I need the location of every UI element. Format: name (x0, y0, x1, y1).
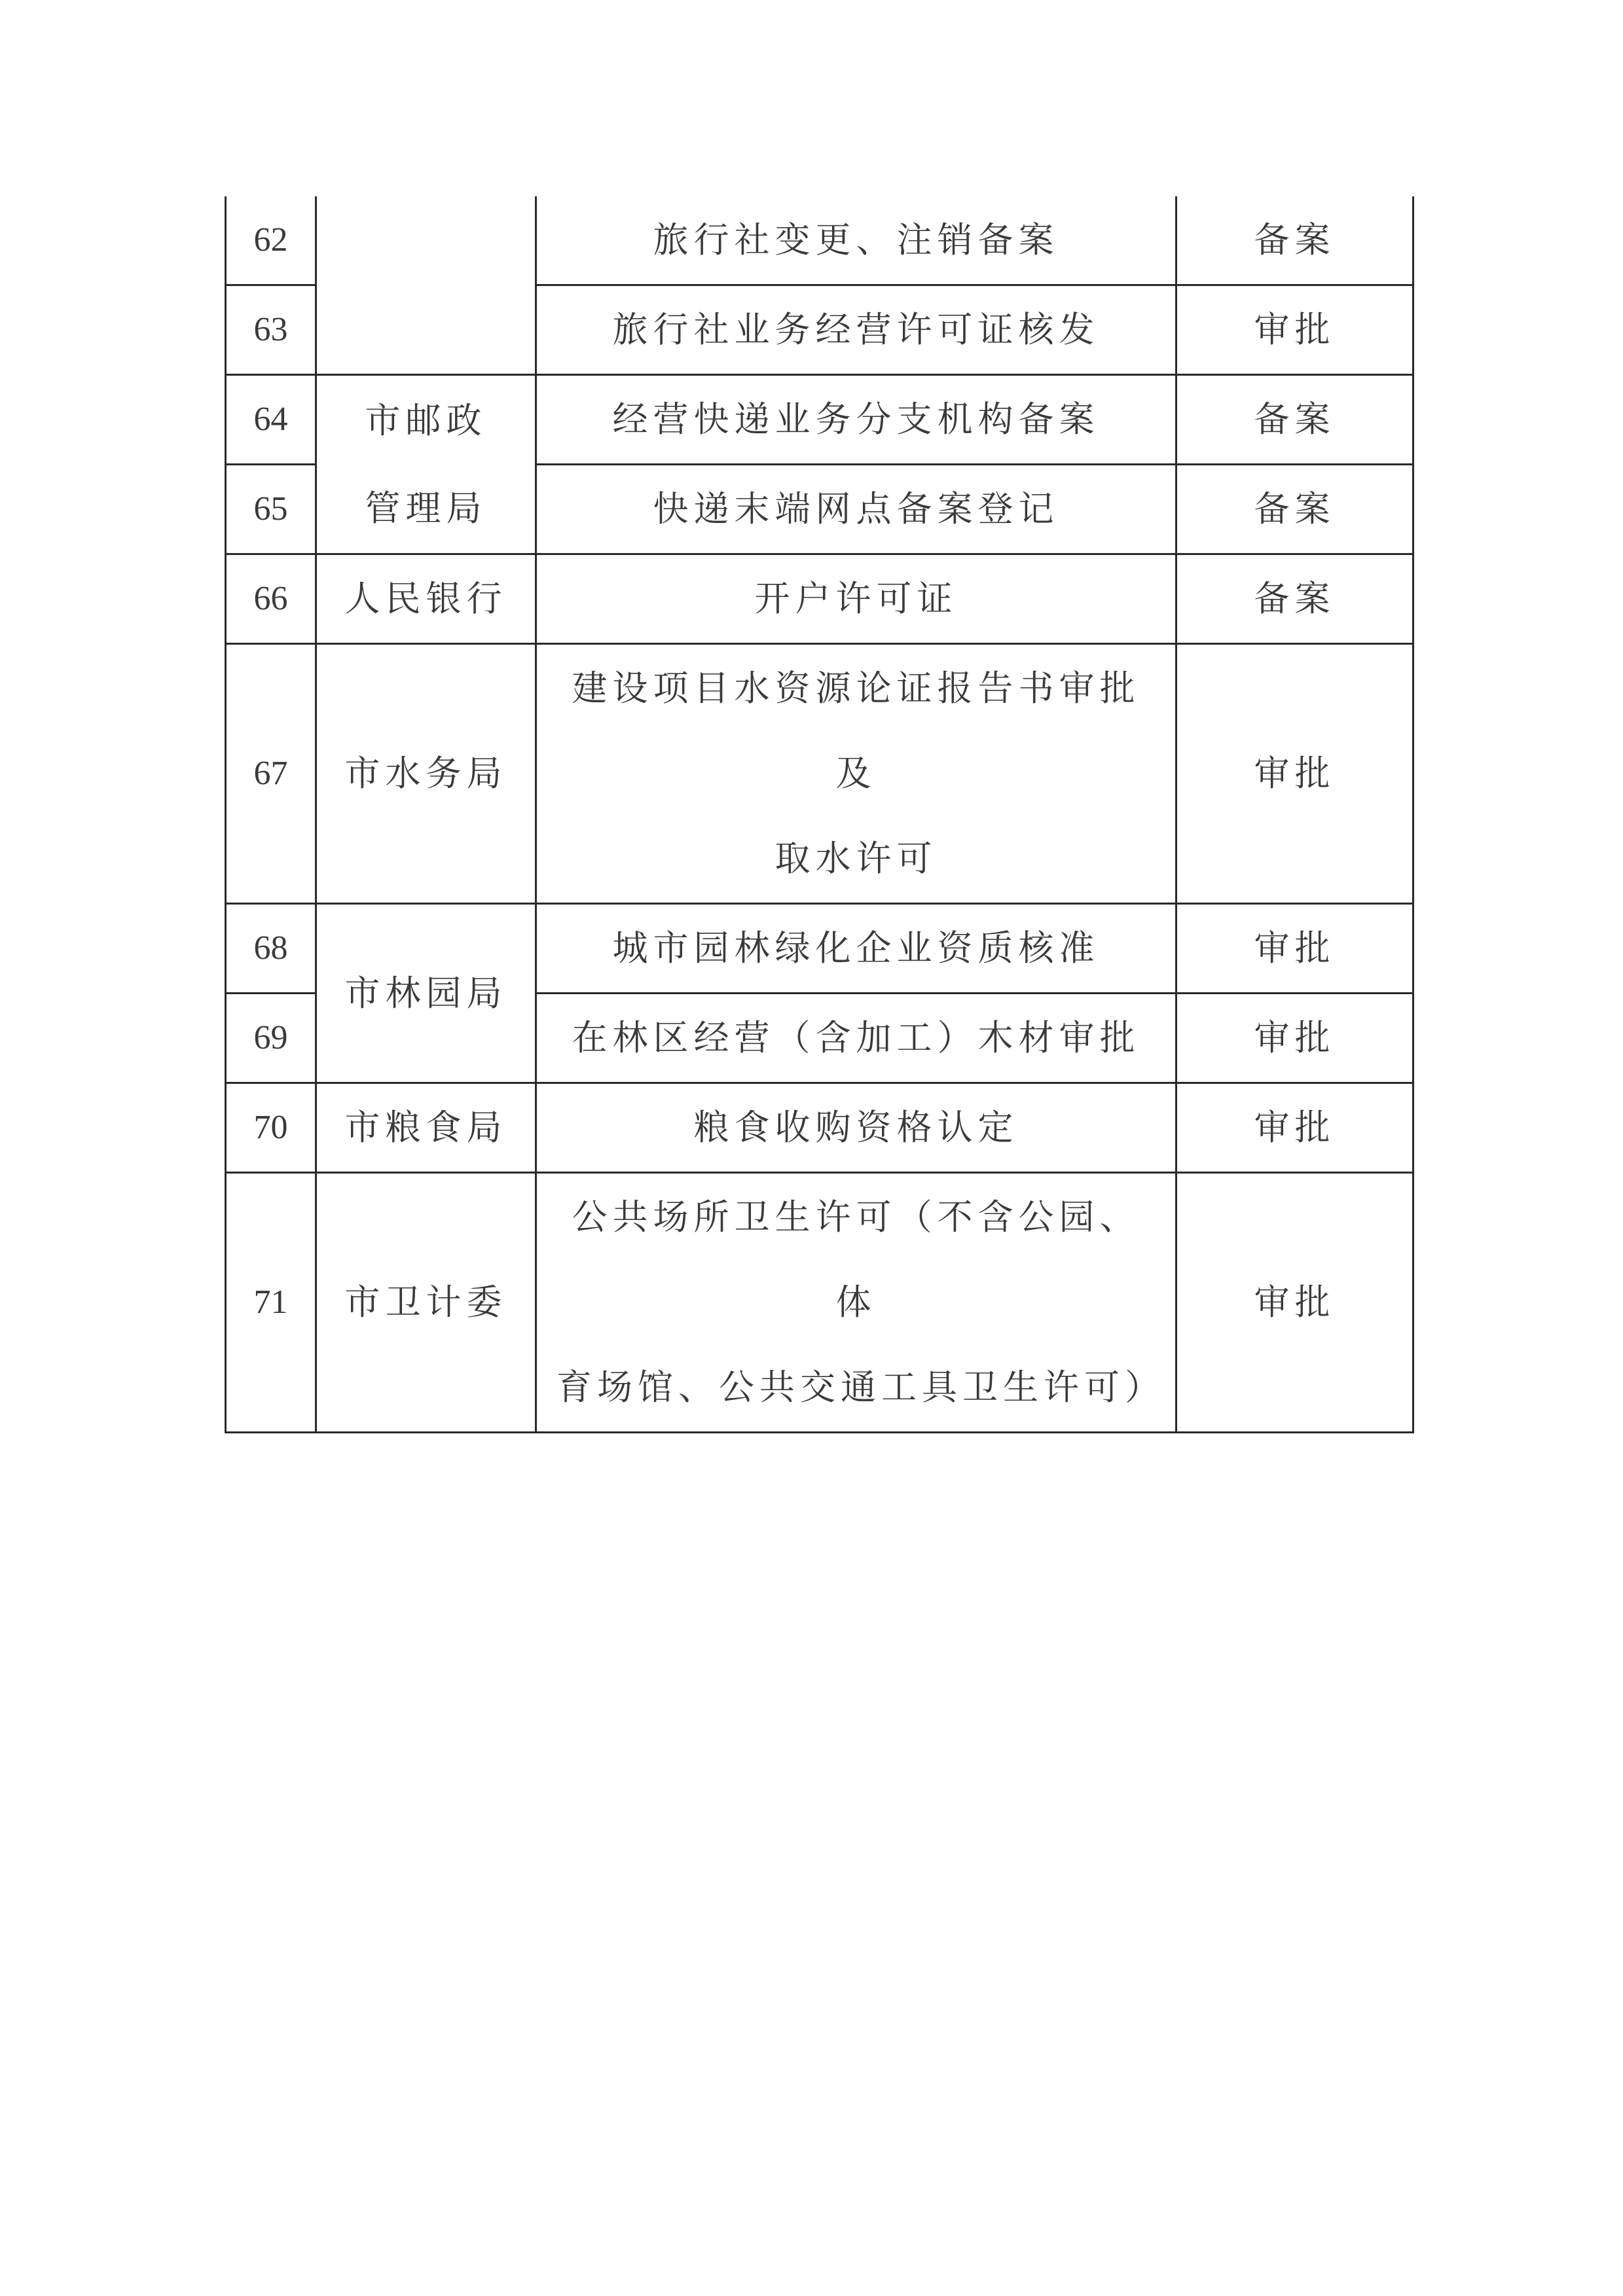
department-cell: 市卫计委 (316, 1173, 536, 1433)
table-row (226, 196, 1413, 285)
row-number: 68 (226, 904, 316, 994)
row-number: 62 (226, 196, 316, 285)
item-type: 备案 (1176, 196, 1413, 285)
row-number: 65 (226, 465, 316, 554)
row-number: 67 (226, 644, 316, 904)
table-row (226, 904, 1413, 994)
item-type: 审批 (1176, 1173, 1413, 1433)
row-number: 66 (226, 554, 316, 644)
item-type: 备案 (1176, 554, 1413, 644)
department-cell: 人民银行 (316, 554, 536, 644)
table-row (226, 1083, 1413, 1173)
item-name: 旅行社变更、注销备案 (536, 196, 1176, 285)
item-name: 快递末端网点备案登记 (536, 465, 1176, 554)
item-type: 备案 (1176, 465, 1413, 554)
item-name: 旅行社业务经营许可证核发 (536, 285, 1176, 375)
item-name (536, 1173, 1176, 1433)
row-number: 71 (226, 1173, 316, 1433)
department-cell: 市水务局 (316, 644, 536, 904)
item-name: 粮食收购资格认定 (536, 1083, 1176, 1173)
department-cell (316, 375, 536, 554)
item-type: 审批 (1176, 1083, 1413, 1173)
item-name: 在林区经营（含加工）木材审批 (536, 994, 1176, 1083)
item-type: 审批 (1176, 285, 1413, 375)
item-name-line: 育场馆、公共交通工具卫生许可） (556, 1367, 1165, 1408)
department-cell: 市粮食局 (316, 1083, 536, 1173)
row-number: 69 (226, 994, 316, 1083)
table-row (226, 1173, 1413, 1433)
item-name-line: 公共场所卫生许可（不含公园、体 (572, 1196, 1140, 1323)
item-type: 审批 (1176, 994, 1413, 1083)
table-row (226, 644, 1413, 904)
item-type: 审批 (1176, 644, 1413, 904)
approval-items-table (225, 196, 1414, 1433)
row-number: 64 (226, 375, 316, 465)
item-name-line: 建设项目水资源论证报告书审批及 (572, 668, 1140, 794)
table-row (226, 375, 1413, 465)
item-type: 审批 (1176, 904, 1413, 994)
table-row (226, 554, 1413, 644)
row-number: 70 (226, 1083, 316, 1173)
item-name (536, 644, 1176, 904)
item-name: 经营快递业务分支机构备案 (536, 375, 1176, 465)
item-name-line: 取水许可 (775, 838, 938, 879)
department-cell (316, 196, 536, 375)
item-name: 开户许可证 (536, 554, 1176, 644)
department-cell: 市林园局 (316, 904, 536, 1083)
row-number: 63 (226, 285, 316, 375)
item-type: 备案 (1176, 375, 1413, 465)
item-name: 城市园林绿化企业资质核准 (536, 904, 1176, 994)
department-line: 市邮政 (365, 399, 487, 441)
department-line: 管理局 (365, 487, 487, 529)
